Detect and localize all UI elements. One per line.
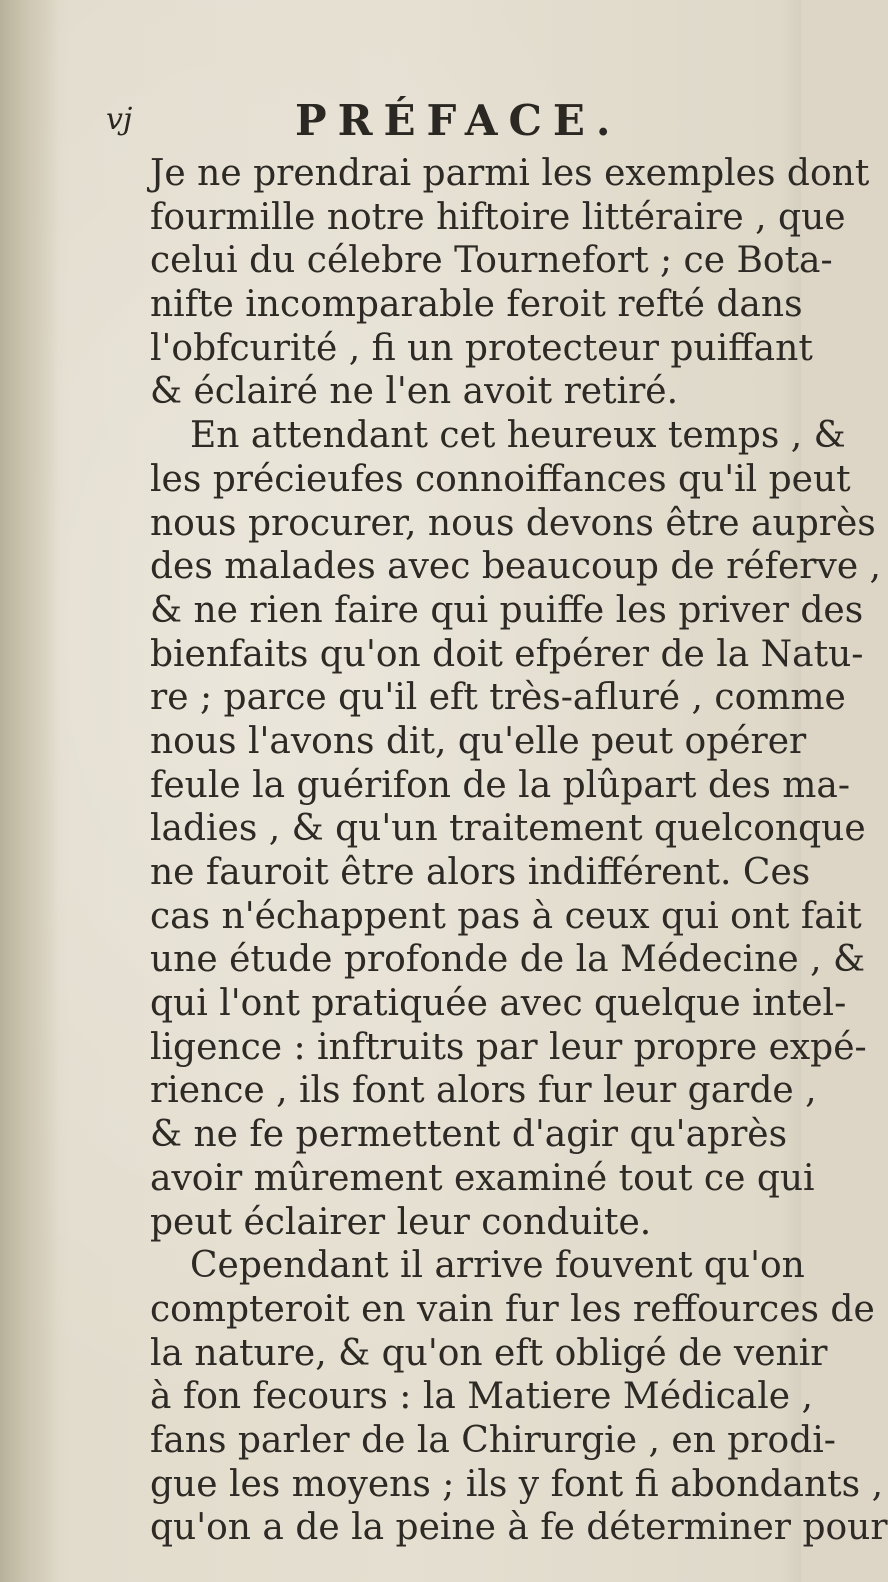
text-line: les précieufes connoiffances qu'il peut bbox=[150, 458, 851, 500]
text-line: des malades avec beaucoup de réferve , bbox=[150, 546, 882, 588]
text-line: la nature, & qu'on eft obligé de venir bbox=[150, 1332, 828, 1374]
text-line: qu'on a de la peine à fe déterminer pour bbox=[150, 1507, 888, 1549]
text-line: Je ne prendrai parmi les exemples dont bbox=[150, 153, 870, 194]
text-line: bienfaits qu'on doit efpérer de la Natu- bbox=[150, 633, 864, 675]
text-line: peut éclairer leur conduite. bbox=[150, 1201, 652, 1243]
text-line: nifte incomparable feroit refté dans bbox=[150, 284, 803, 326]
running-head: PRÉFACE. bbox=[295, 96, 622, 145]
text-line: Cependant il arrive fouvent qu'on bbox=[190, 1245, 805, 1287]
text-line: En attendant cet heureux temps , & bbox=[190, 415, 846, 457]
text-line: fourmille notre hiftoire littéraire , que bbox=[150, 196, 846, 238]
text-line: & ne rien faire qui puiffe les priver des bbox=[150, 589, 864, 631]
text-line: ladies , & qu'un traitement quelconque bbox=[150, 808, 866, 850]
text-line: compteroit en vain fur les reffources de bbox=[150, 1288, 875, 1330]
body-text bbox=[150, 152, 888, 1550]
text-line: l'obfcurité , fi un protecteur puiffant bbox=[150, 327, 813, 369]
text-line: une étude profonde de la Médecine , & bbox=[150, 939, 866, 981]
page-gutter-shadow bbox=[0, 0, 58, 1582]
text-line: feule la guérifon de la plûpart des ma- bbox=[150, 764, 850, 806]
text-line: avoir mûrement examiné tout ce qui bbox=[150, 1157, 815, 1199]
text-line: nous procurer, nous devons être auprès bbox=[150, 502, 876, 544]
page-number: vj bbox=[106, 102, 133, 137]
text-line: à fon fecours : la Matiere Médicale , bbox=[150, 1376, 813, 1418]
text-line: cas n'échappent pas à ceux qui ont fait bbox=[150, 895, 862, 937]
text-line: & éclairé ne l'en avoit retiré. bbox=[150, 371, 679, 413]
text-line: nous l'avons dit, qu'elle peut opérer bbox=[150, 720, 807, 762]
text-line: ne fauroit être alors indifférent. Ces bbox=[150, 852, 811, 893]
text-line: celui du célebre Tournefort ; ce Bota- bbox=[150, 240, 833, 282]
page-header bbox=[100, 96, 740, 144]
text-line: re ; parce qu'il eft très-afluré , comme bbox=[150, 677, 846, 719]
text-line: rience , ils font alors fur leur garde , bbox=[150, 1070, 817, 1112]
text-line: & ne fe permettent d'agir qu'après bbox=[150, 1114, 788, 1156]
text-line: fans parler de la Chirurgie , en prodi- bbox=[150, 1419, 836, 1461]
text-line: gue les moyens ; ils y font fi abondants , bbox=[150, 1463, 884, 1505]
text-line: qui l'ont pratiquée avec quelque intel- bbox=[150, 983, 847, 1025]
text-line: ligence : inftruits par leur propre expé- bbox=[150, 1026, 867, 1068]
